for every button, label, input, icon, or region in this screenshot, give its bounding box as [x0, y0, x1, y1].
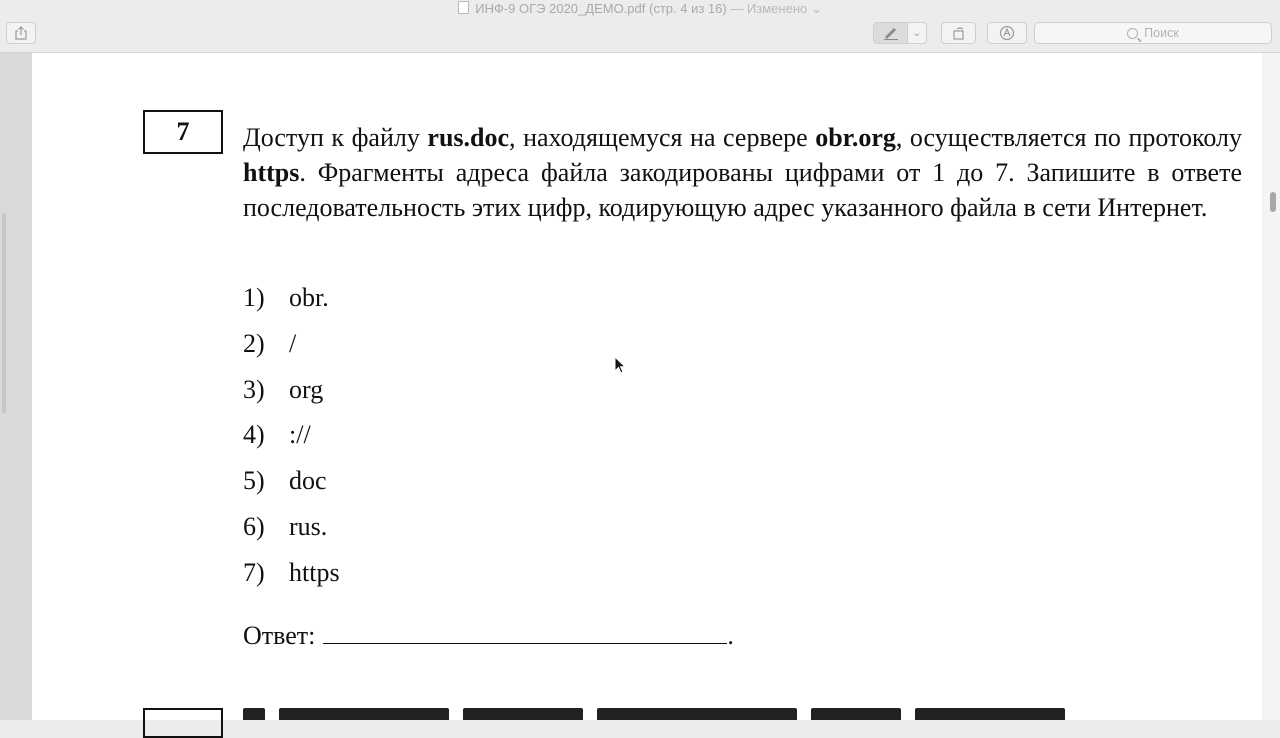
annotate-button[interactable] [987, 22, 1027, 44]
window-titlebar [0, 0, 1280, 53]
option-number: 2) [243, 328, 265, 358]
rotate-button[interactable] [941, 22, 976, 44]
pdf-document-icon [458, 1, 469, 14]
vertical-scrollbar[interactable] [1262, 53, 1280, 720]
option-value: / [289, 328, 297, 358]
list-item [243, 555, 340, 601]
mouse-pointer-icon [614, 356, 628, 376]
option-value: org [289, 374, 324, 404]
window-title [0, 1, 1280, 17]
option-number: 3) [243, 374, 265, 404]
sidebar-scrollbar[interactable] [2, 213, 6, 413]
title-filename: ИНФ-9 ОГЭ 2020_ДЕМО.pdf [475, 1, 646, 16]
question-text-part: , находящемуся на сервере [509, 123, 816, 152]
server-name: obr.org [815, 123, 896, 152]
option-value: https [289, 557, 340, 587]
question-text-part: , осуществляется по протоколу [895, 123, 1242, 152]
option-value: doc [289, 466, 327, 496]
title-status: — Изменено [730, 1, 808, 16]
option-number: 1) [243, 283, 265, 312]
share-button[interactable] [6, 22, 36, 44]
title-page: (стр. 4 из 16) [649, 1, 727, 16]
chevron-down-icon: ⌄ [912, 27, 922, 39]
thumbnail-sidebar-edge [0, 53, 32, 720]
question-text-part: . Фрагменты адреса файла закодированы цифрами от 1 до 7. Запишите в ответе последовательность этих цифр, кодирующую адрес указанного файла в сети Интернет. [243, 158, 1242, 222]
list-item [243, 463, 340, 509]
next-question-number-box [143, 708, 223, 738]
option-number: 4) [243, 420, 265, 450]
next-question-text-cutoff [243, 708, 1143, 720]
search-icon [1127, 28, 1138, 39]
option-value: obr. [289, 283, 329, 312]
option-number: 7) [243, 557, 265, 587]
option-number: 6) [243, 511, 265, 541]
list-item [243, 509, 340, 555]
option-number: 5) [243, 466, 265, 496]
option-list [243, 280, 340, 601]
markup-pen-button[interactable] [873, 22, 908, 44]
answer-blank-line [323, 617, 727, 644]
question-text [243, 120, 1242, 225]
list-item [243, 372, 340, 418]
answer-end: . [727, 621, 734, 650]
answer-label: Ответ: [243, 621, 316, 650]
pen-icon [883, 26, 899, 40]
option-value: rus. [289, 511, 328, 541]
annotate-circle-icon [999, 25, 1015, 41]
share-icon [14, 26, 28, 40]
option-value: :// [289, 420, 311, 450]
scrollbar-thumb[interactable] [1270, 192, 1276, 212]
search-placeholder: Поиск [1144, 26, 1179, 40]
protocol-name: https [243, 158, 300, 187]
chevron-down-icon[interactable]: ⌄ [810, 1, 822, 16]
search-field[interactable] [1034, 22, 1272, 44]
markup-dropdown-button[interactable] [907, 22, 927, 44]
list-item [243, 280, 340, 326]
list-item [243, 417, 340, 463]
question-number-box: 7 [143, 110, 223, 154]
answer-row [243, 617, 734, 653]
list-item [243, 326, 340, 372]
file-name: rus.doc [427, 123, 510, 152]
rotate-icon [951, 26, 967, 40]
question-text-part: Доступ к файлу [243, 123, 428, 152]
